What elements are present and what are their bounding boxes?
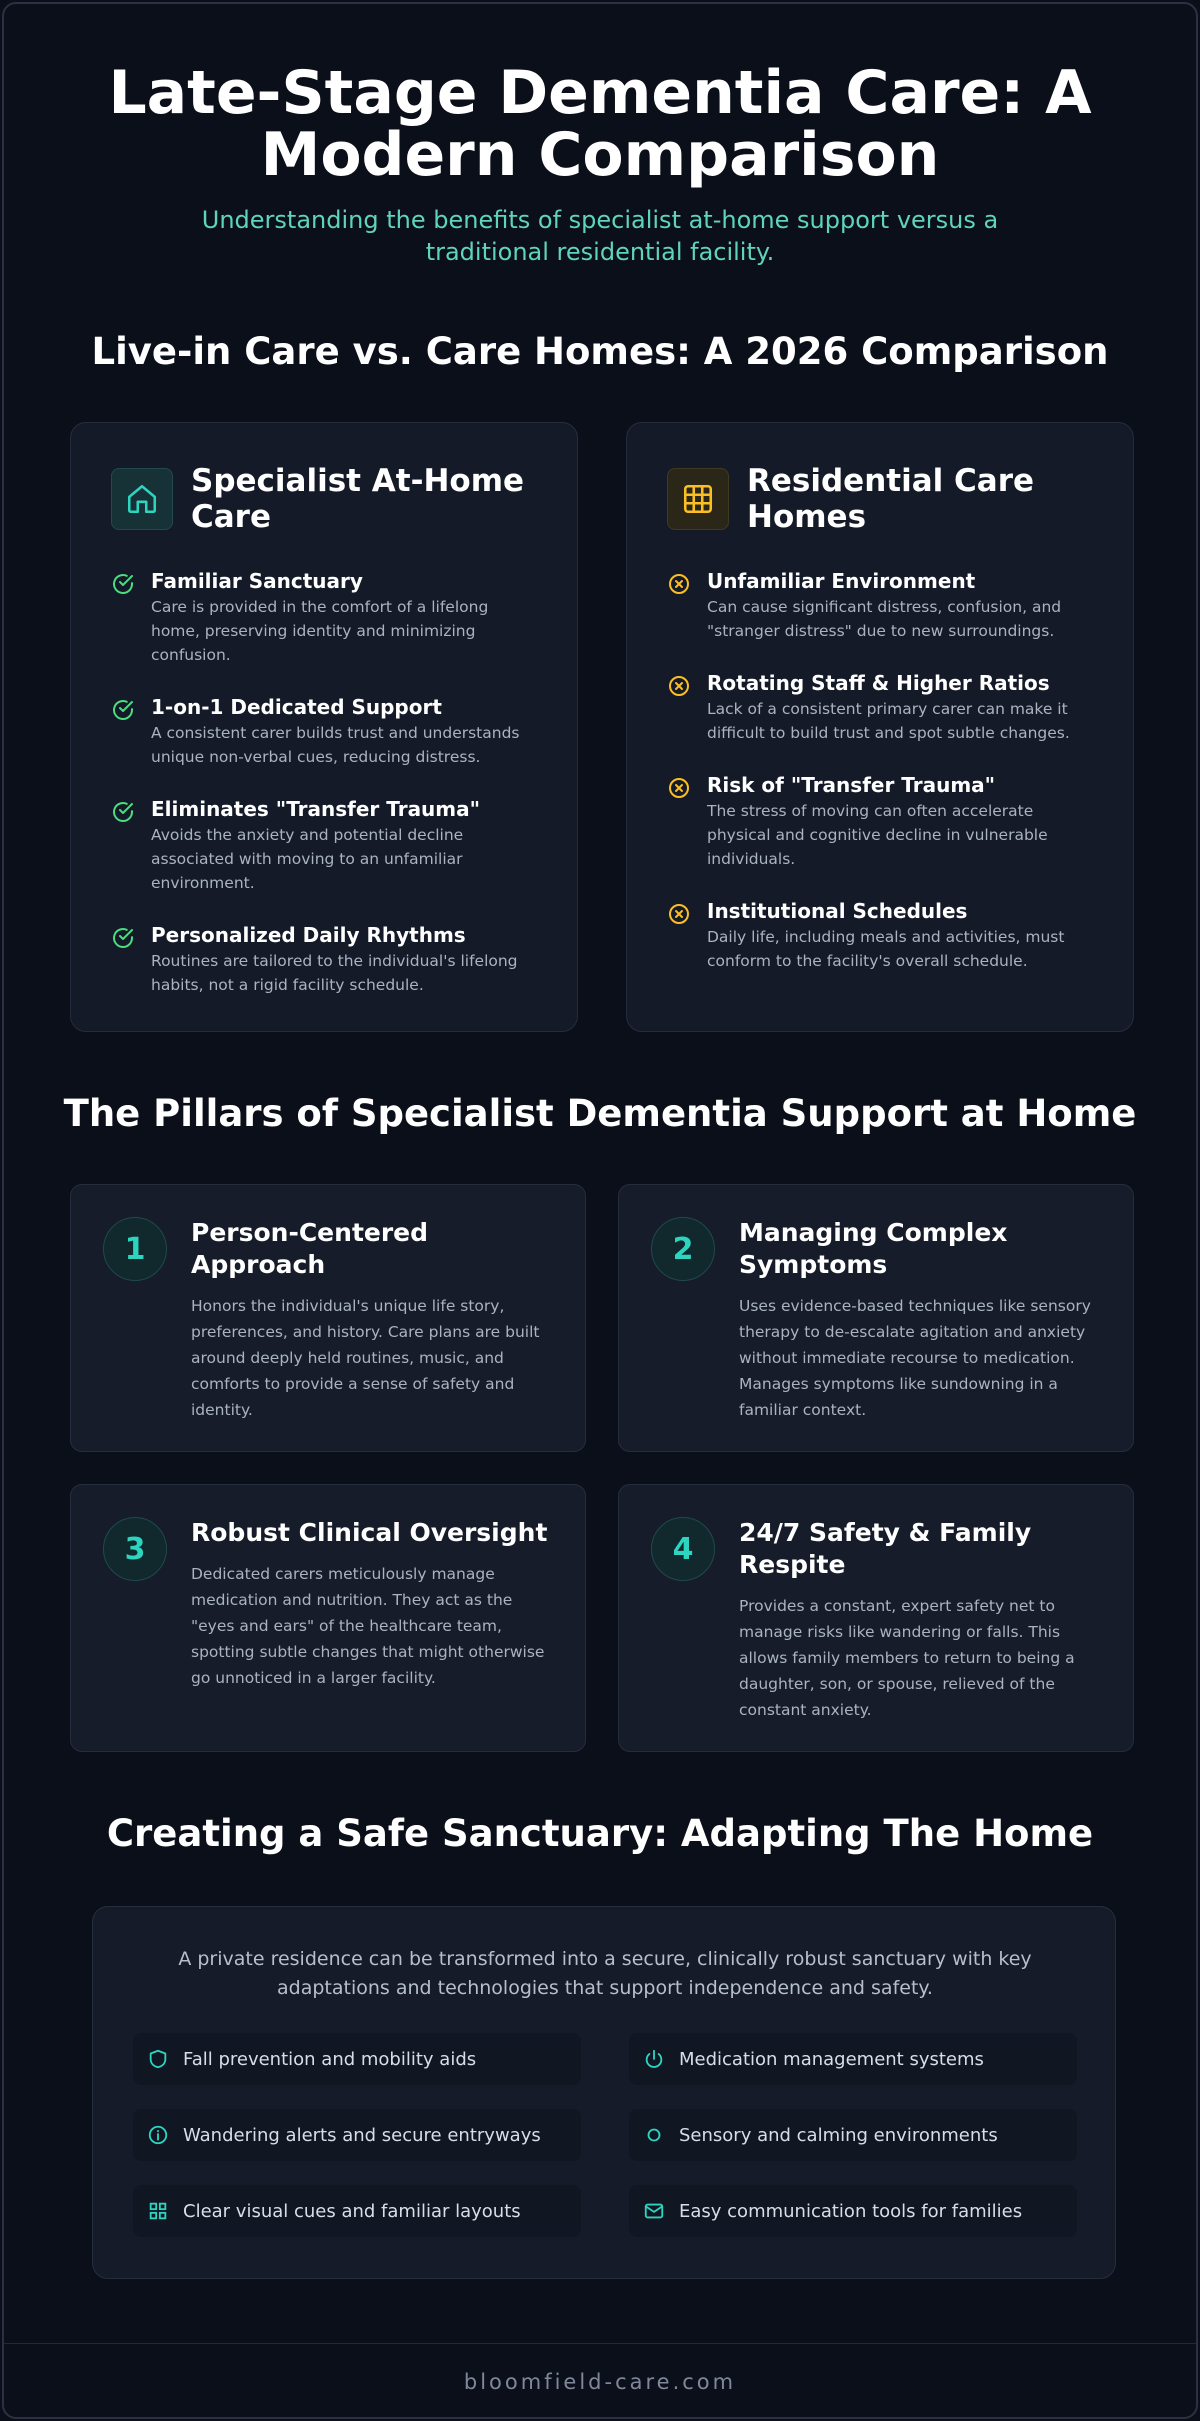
x-circle-icon: [667, 569, 707, 643]
item-desc: A consistent carer builds trust and understands unique non-verbal cues, reducing distress.: [151, 724, 520, 766]
list-item: [111, 695, 537, 769]
item-desc: Avoids the anxiety and potential decline associated with moving to an unfamiliar environment.: [151, 826, 464, 892]
x-circle-icon: [667, 671, 707, 745]
feature-item: [629, 2033, 1077, 2085]
item-title: Eliminates "Transfer Trauma": [151, 797, 481, 821]
shield-icon: [147, 2048, 169, 2070]
pillar-card: [618, 1484, 1134, 1752]
list-item: [111, 923, 537, 997]
item-desc: Care is provided in the comfort of a lifelong home, preserving identity and minimizing confusion.: [151, 598, 489, 664]
page-title: Late-Stage Dementia Care: A Modern Comparison: [108, 58, 1092, 190]
pillar-card: [618, 1184, 1134, 1452]
feature-label: Sensory and calming environments: [679, 2124, 998, 2146]
page-subtitle: Understanding the benefits of specialist at-home support versus a traditional residential facility.: [201, 206, 999, 266]
home-care-card: [70, 422, 578, 1032]
footer: [4, 2343, 1196, 2419]
item-desc: Can cause significant distress, confusion, and "stranger distress" due to new surroundings.: [707, 598, 1062, 640]
feature-label: Wandering alerts and secure entryways: [183, 2124, 541, 2146]
feature-item: [133, 2033, 581, 2085]
infographic-frame: [2, 2, 1198, 2419]
grid-icon: [147, 2200, 169, 2222]
feature-label: Clear visual cues and familiar layouts: [183, 2200, 521, 2222]
list-item: [667, 773, 1093, 871]
item-desc: The stress of moving can often accelerate physical and cognitive decline in vulnerable individuals.: [707, 802, 1048, 868]
pillar-number: 1: [103, 1217, 167, 1281]
pillar-number: 2: [651, 1217, 715, 1281]
item-title: Personalized Daily Rhythms: [151, 923, 466, 947]
feature-label: Medication management systems: [679, 2048, 984, 2070]
item-desc: Lack of a consistent primary carer can make it difficult to build trust and spot subtle changes.: [707, 700, 1070, 742]
pillar-desc: Uses evidence-based techniques like sensory therapy to de-escalate agitation and anxiety without immediate recourse to medication. Manages symptoms like sundowning in a familiar context.: [739, 1297, 1091, 1419]
pillar-title: 24/7 Safety & Family Respite: [739, 1518, 1032, 1579]
feature-label: Easy communication tools for families: [679, 2200, 1023, 2222]
feature-item: [629, 2185, 1077, 2237]
check-circle-icon: [111, 569, 151, 667]
pillar-desc: Honors the individual's unique life story, preferences, and history. Care plans are built around deeply held routines, music, and comforts to provide a sense of safety and identity.: [191, 1297, 540, 1419]
pillar-title: Person-Centered Approach: [191, 1218, 429, 1279]
power-icon: [643, 2048, 665, 2070]
item-desc: Routines are tailored to the individual's lifelong habits, not a rigid facility schedule.: [151, 952, 518, 994]
pillar-title: Robust Clinical Oversight: [191, 1518, 548, 1547]
pillar-title: Managing Complex Symptoms: [739, 1218, 1008, 1279]
sanctuary-card: [92, 1906, 1116, 2279]
item-desc: Daily life, including meals and activities, must conform to the facility's overall schedule.: [707, 928, 1065, 970]
list-item: [667, 671, 1093, 745]
check-circle-icon: [111, 695, 151, 769]
pillar-card: [70, 1484, 586, 1752]
item-title: Unfamiliar Environment: [707, 569, 976, 593]
footer-link[interactable]: bloomfield-care.com: [463, 2370, 737, 2394]
list-item: [111, 569, 537, 667]
pillar-number: 4: [651, 1517, 715, 1581]
sanctuary-intro: A private residence can be transformed into a secure, clinically robust sanctuary with key adaptations and technologies that support independence and safety.: [178, 1948, 1032, 1999]
care-homes-card: [626, 422, 1134, 1032]
mail-icon: [643, 2200, 665, 2222]
x-circle-icon: [667, 773, 707, 871]
item-title: Familiar Sanctuary: [151, 569, 363, 593]
circle-icon: [643, 2124, 665, 2146]
check-circle-icon: [111, 923, 151, 997]
check-circle-icon: [111, 797, 151, 895]
header: [4, 58, 1196, 268]
list-item: [111, 797, 537, 895]
info-icon: [147, 2124, 169, 2146]
feature-item: [629, 2109, 1077, 2161]
pillar-number: 3: [103, 1517, 167, 1581]
sanctuary-heading: Creating a Safe Sanctuary: Adapting The Home: [106, 1812, 1094, 1855]
pillar-desc: Dedicated carers meticulously manage medication and nutrition. They act as the "eyes and ears" of the healthcare team, spotting subtle changes that might otherwise go unnoticed in a larger facility.: [191, 1565, 545, 1687]
item-title: Risk of "Transfer Trauma": [707, 773, 996, 797]
x-circle-icon: [667, 899, 707, 973]
feature-label: Fall prevention and mobility aids: [183, 2048, 477, 2070]
item-title: Institutional Schedules: [707, 899, 968, 923]
pillar-desc: Provides a constant, expert safety net to manage risks like wandering or falls. This allows family members to return to being a daughter, son, or spouse, relieved of the constant anxiety.: [739, 1597, 1075, 1719]
list-item: [667, 569, 1093, 643]
care-homes-title: Residential Care Homes: [747, 463, 1035, 535]
list-item: [667, 899, 1093, 973]
pillars-heading: The Pillars of Specialist Dementia Support at Home: [63, 1092, 1137, 1135]
item-title: 1-on-1 Dedicated Support: [151, 695, 442, 719]
feature-item: [133, 2109, 581, 2161]
comparison-heading: Live-in Care vs. Care Homes: A 2026 Comparison: [91, 330, 1109, 373]
pillar-card: [70, 1184, 586, 1452]
feature-item: [133, 2185, 581, 2237]
item-title: Rotating Staff & Higher Ratios: [707, 671, 1050, 695]
house-icon: [111, 468, 173, 530]
building-grid-icon: [667, 468, 729, 530]
home-care-title: Specialist At-Home Care: [191, 463, 525, 535]
